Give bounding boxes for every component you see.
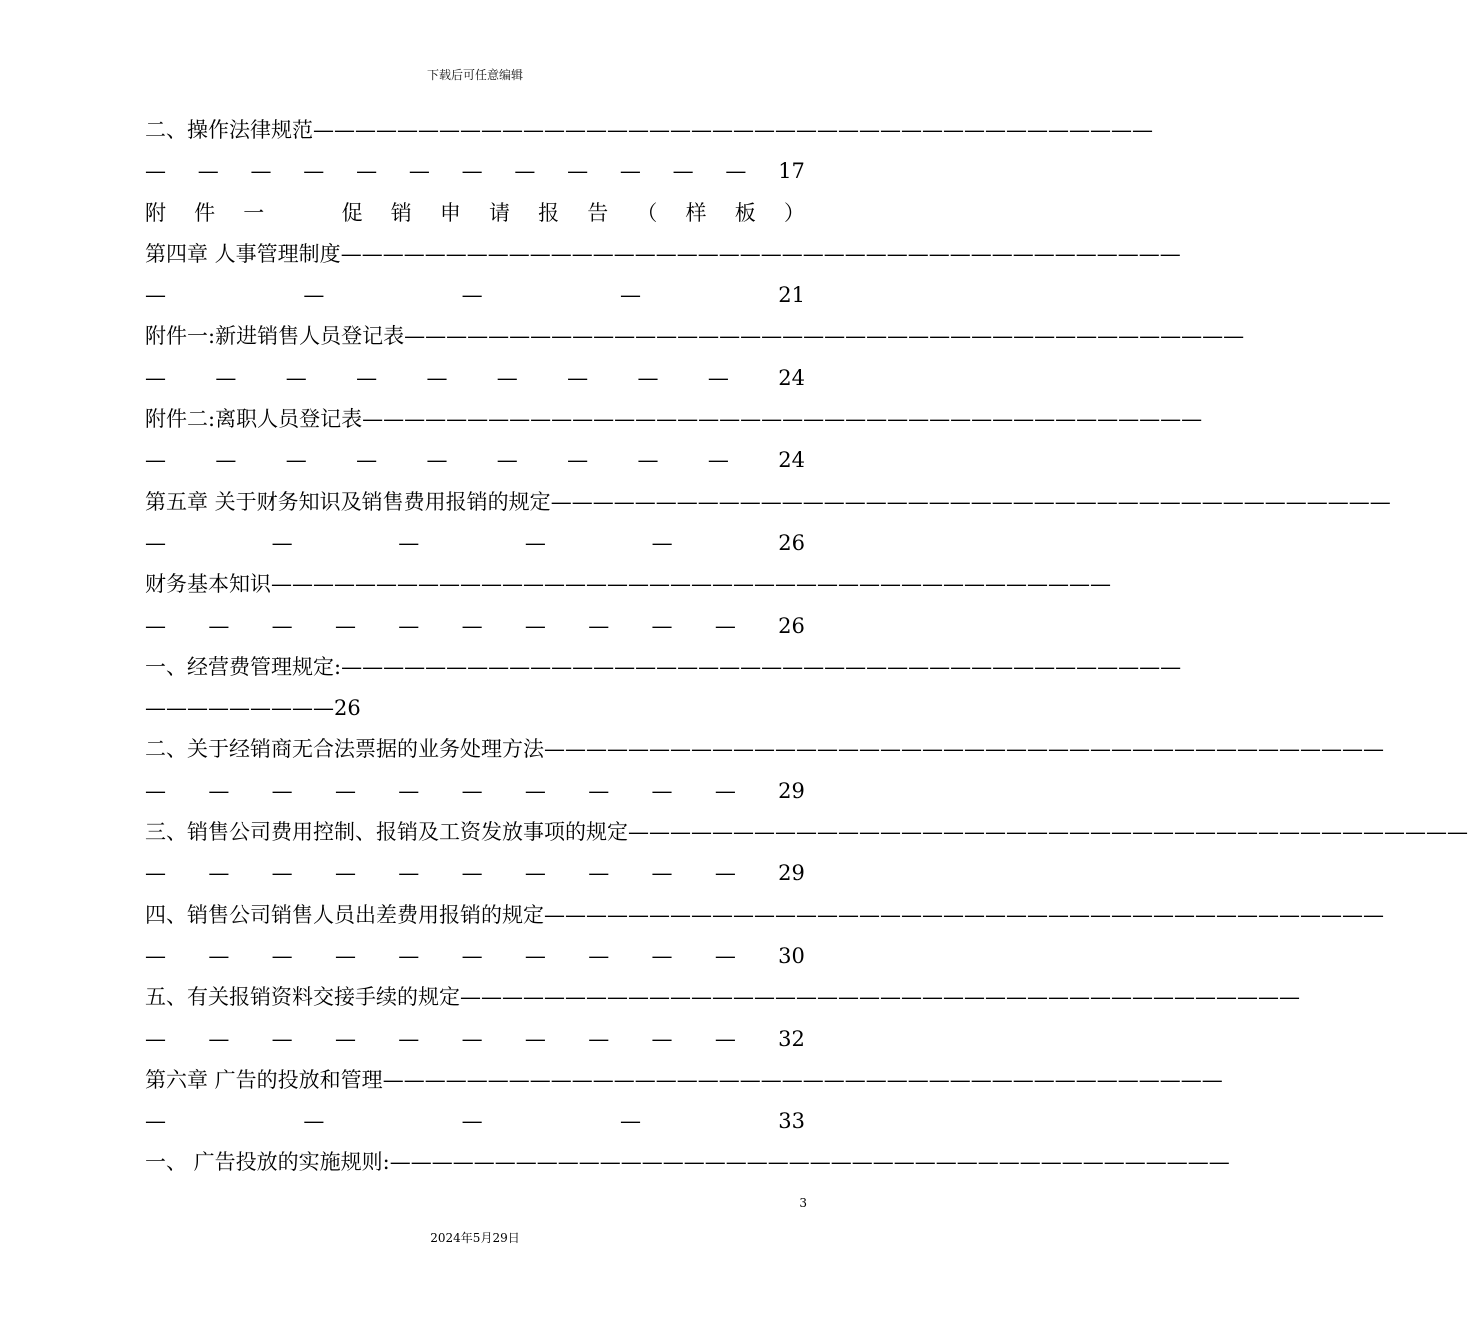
toc-leader-dash: — <box>524 613 546 638</box>
toc-leader-dash: — <box>588 943 610 968</box>
toc-entry-title[interactable] <box>145 399 1203 440</box>
toc-leader-dash: — <box>461 613 483 638</box>
toc-title-char: 板 <box>734 200 756 225</box>
toc-leader-dash: — <box>524 530 546 555</box>
toc-entry-leader-line <box>145 936 805 977</box>
toc-leader-dash: — <box>208 613 230 638</box>
toc-entry-leader-line <box>145 275 805 316</box>
toc-leader-dash: — <box>426 448 448 473</box>
toc-title-text: 第六章 广告的投放和管理 <box>145 1067 383 1092</box>
toc-leader-dash: — <box>461 283 483 308</box>
toc-leader-dash: — <box>567 159 589 184</box>
toc-entry-title[interactable] <box>145 895 1384 936</box>
toc-leader-dash: — <box>567 448 589 473</box>
toc-leader-dash: — <box>271 943 293 968</box>
toc-page-number: 24 <box>778 448 805 473</box>
toc-leader-dash: — <box>651 1026 673 1051</box>
toc-entry-leader-line <box>145 440 805 481</box>
toc-title-text: 一、 广告投放的实施规则: <box>145 1150 390 1175</box>
toc-leader-dash: — <box>714 613 736 638</box>
toc-leader-dash: — <box>588 861 610 886</box>
toc-page-number: 24 <box>778 365 805 390</box>
toc-leader-dash: — <box>461 861 483 886</box>
toc-leader-dash: — <box>334 861 356 886</box>
toc-entry-leader-line <box>145 1019 805 1060</box>
toc-leader-dash: — <box>145 861 166 886</box>
toc-entry-title[interactable] <box>145 812 1468 853</box>
toc-leader-dash: — <box>707 365 729 390</box>
toc-entry-title[interactable] <box>145 110 1153 151</box>
toc-entry-leader-line <box>145 606 805 647</box>
table-of-contents <box>145 110 1468 1184</box>
toc-leader-dash: — <box>271 1026 293 1051</box>
toc-leader-dash: — <box>145 613 166 638</box>
toc-leader-dash: — <box>208 861 230 886</box>
toc-leader-dash: — <box>208 778 230 803</box>
toc-title-text: 附件一:新进销售人员登记表 <box>145 324 405 349</box>
toc-leader: ———————————————————————————————————————— <box>340 241 1181 266</box>
toc-leader: ———————————————————————————————————————— <box>628 820 1468 845</box>
toc-title-char: 一 <box>243 200 265 225</box>
toc-page-number: 21 <box>778 283 805 308</box>
toc-leader-dash: — <box>208 943 230 968</box>
toc-page-number: 26 <box>778 613 805 638</box>
toc-title-char: 样 <box>685 200 707 225</box>
toc-leader-dash: — <box>356 365 378 390</box>
toc-leader: ———————————————————————————————————————— <box>460 985 1300 1010</box>
toc-leader-dash: — <box>398 1026 420 1051</box>
toc-leader-dash: — <box>588 613 610 638</box>
toc-leader-dash: — <box>461 778 483 803</box>
toc-leader-dash: — <box>145 1026 166 1051</box>
toc-leader-dash: — <box>271 861 293 886</box>
toc-title-char: 申 <box>439 200 461 225</box>
toc-leader-dash: — <box>707 448 729 473</box>
toc-title-text: 五、有关报销资料交接手续的规定 <box>145 985 460 1010</box>
toc-leader-dash: — <box>145 1109 166 1134</box>
toc-leader-dash: — <box>651 778 673 803</box>
toc-leader-dash: — <box>145 778 166 803</box>
toc-leader: ———————————————————————————————————————— <box>362 407 1203 432</box>
toc-leader-dash: — <box>398 943 420 968</box>
toc-leader: ———————————————————————————————————————— <box>544 737 1384 762</box>
toc-page-number: 30 <box>778 943 805 968</box>
toc-leader-dash: — <box>334 613 356 638</box>
toc-entry-title <box>145 193 805 234</box>
toc-leader-dash: — <box>714 778 736 803</box>
toc-leader-dash: — <box>145 159 166 184</box>
toc-leader-dash: — <box>714 861 736 886</box>
toc-leader-dash: — <box>145 943 166 968</box>
toc-leader-dash: — <box>398 530 420 555</box>
toc-leader-dash: — <box>524 943 546 968</box>
toc-page-number: 33 <box>778 1109 805 1134</box>
toc-leader-dash: — <box>619 1109 641 1134</box>
toc-leader-dash: — <box>524 861 546 886</box>
toc-title-char: 件 <box>194 200 216 225</box>
toc-entry-leader-line <box>145 1101 805 1142</box>
toc-page-number: 32 <box>778 1026 805 1051</box>
toc-leader-dash: — <box>303 1109 325 1134</box>
toc-entry-title[interactable] <box>145 1142 1230 1183</box>
toc-leader-dash: — <box>461 1109 483 1134</box>
toc-leader-dash: — <box>408 159 430 184</box>
toc-leader-dash: — <box>725 159 747 184</box>
toc-leader-dash: — <box>215 448 237 473</box>
toc-leader-dash: — <box>285 365 307 390</box>
toc-page-number: 29 <box>778 778 805 803</box>
toc-leader: ———————————————————————————————————————— <box>544 902 1384 927</box>
toc-title-char: （ <box>636 200 658 225</box>
toc-leader-dash: — <box>461 943 483 968</box>
toc-leader-dash: — <box>651 613 673 638</box>
toc-leader: ———————————————————————————————————————— <box>550 489 1391 514</box>
toc-entry-leader-line <box>145 358 805 399</box>
toc-leader-dash: — <box>496 448 518 473</box>
toc-leader-dash: — <box>208 1026 230 1051</box>
toc-leader-dash: — <box>334 943 356 968</box>
toc-leader-dash: — <box>250 159 272 184</box>
toc-leader-dash: — <box>651 861 673 886</box>
toc-leader-dash: — <box>271 613 293 638</box>
toc-leader-dash: — <box>651 943 673 968</box>
toc-leader-dash: — <box>588 1026 610 1051</box>
toc-leader-dash: — <box>637 448 659 473</box>
toc-leader-dash: — <box>145 365 166 390</box>
toc-leader-dash: — <box>514 159 536 184</box>
toc-leader-dash: — <box>303 283 325 308</box>
toc-title-char: 请 <box>488 200 510 225</box>
toc-leader-dash: — <box>356 159 378 184</box>
toc-entry-tail: —————————26 <box>145 696 361 721</box>
toc-page-number: 17 <box>778 159 805 184</box>
toc-leader: ———————————————————————————————————————— <box>404 324 1245 349</box>
toc-leader-dash: — <box>619 159 641 184</box>
toc-title-text: 二、关于经销商无合法票据的业务处理方法 <box>145 737 544 762</box>
toc-title-text: 附件二:离职人员登记表 <box>145 407 363 432</box>
toc-entry-title[interactable] <box>145 977 1300 1018</box>
toc-leader-dash: — <box>271 778 293 803</box>
toc-title-char: 告 <box>587 200 609 225</box>
toc-entry-leader-line <box>145 523 805 564</box>
toc-leader-dash: — <box>714 943 736 968</box>
toc-leader-dash: — <box>426 365 448 390</box>
toc-leader-dash: — <box>567 365 589 390</box>
toc-entry-title[interactable] <box>145 564 1111 605</box>
toc-leader-dash: — <box>271 530 293 555</box>
toc-leader-dash: — <box>215 365 237 390</box>
toc-leader-dash: — <box>496 365 518 390</box>
toc-entry-title[interactable] <box>145 234 1181 275</box>
toc-title-char: 促 <box>341 200 363 225</box>
toc-leader: ———————————————————————————————————————— <box>341 654 1182 679</box>
toc-leader-dash: — <box>334 1026 356 1051</box>
toc-leader-dash: — <box>714 1026 736 1051</box>
toc-title-char: 报 <box>538 200 560 225</box>
toc-title-text: 第五章 关于财务知识及销售费用报销的规定 <box>145 489 551 514</box>
toc-entry-leader-line <box>145 771 805 812</box>
footer-date: 2024年5月29日 <box>430 1231 520 1245</box>
toc-title-char <box>292 193 313 234</box>
toc-entry-title[interactable] <box>145 316 1245 357</box>
toc-leader-dash: — <box>145 283 166 308</box>
toc-leader-dash: — <box>334 778 356 803</box>
toc-title-text: 四、销售公司销售人员出差费用报销的规定 <box>145 902 544 927</box>
toc-title-char: ） <box>783 200 805 225</box>
toc-title-text: 一、经营费管理规定: <box>145 654 342 679</box>
toc-title-char: 销 <box>390 200 412 225</box>
toc-leader: ———————————————————————————————————————— <box>389 1150 1230 1175</box>
toc-entry-title[interactable] <box>145 1060 1223 1101</box>
toc-leader-dash: — <box>303 159 325 184</box>
toc-leader-dash: — <box>398 861 420 886</box>
toc-leader-dash: — <box>461 159 483 184</box>
toc-title-text: 二、操作法律规范 <box>145 118 313 142</box>
toc-leader-dash: — <box>398 613 420 638</box>
toc-entry-leader-line <box>145 151 805 192</box>
toc-page-number: 26 <box>778 530 805 555</box>
toc-title-text: 第四章 人事管理制度 <box>145 241 341 266</box>
toc-entry-title[interactable] <box>145 482 1391 523</box>
toc-leader-dash: — <box>672 159 694 184</box>
toc-leader-dash: — <box>524 1026 546 1051</box>
toc-leader: ———————————————————————————————————————— <box>271 572 1111 597</box>
toc-leader-dash: — <box>197 159 219 184</box>
toc-title-char: 附 <box>145 200 166 225</box>
toc-leader-dash: — <box>651 530 673 555</box>
toc-leader-dash: — <box>461 1026 483 1051</box>
toc-title-text: 三、销售公司费用控制、报销及工资发放事项的规定 <box>145 820 628 845</box>
toc-entry-title[interactable] <box>145 647 1182 688</box>
page-header: 下载后可任意编辑 <box>426 68 523 82</box>
toc-leader: ———————————————————————————————————————— <box>382 1067 1223 1092</box>
toc-leader-dash: — <box>398 778 420 803</box>
toc-leader: ———————————————————————————————————————— <box>313 118 1153 142</box>
page-number: 3 <box>799 1196 807 1210</box>
toc-leader-dash: — <box>524 778 546 803</box>
toc-entry-leader-line <box>145 853 805 894</box>
toc-leader-dash: — <box>588 778 610 803</box>
toc-leader-dash: — <box>356 448 378 473</box>
toc-title-text: 财务基本知识 <box>145 572 271 597</box>
toc-leader-dash: — <box>619 283 641 308</box>
toc-entry-title[interactable] <box>145 729 1384 770</box>
toc-leader-dash: — <box>637 365 659 390</box>
toc-leader-dash: — <box>145 448 166 473</box>
toc-leader-dash: — <box>145 530 166 555</box>
toc-page-number: 29 <box>778 861 805 886</box>
toc-leader-dash: — <box>285 448 307 473</box>
